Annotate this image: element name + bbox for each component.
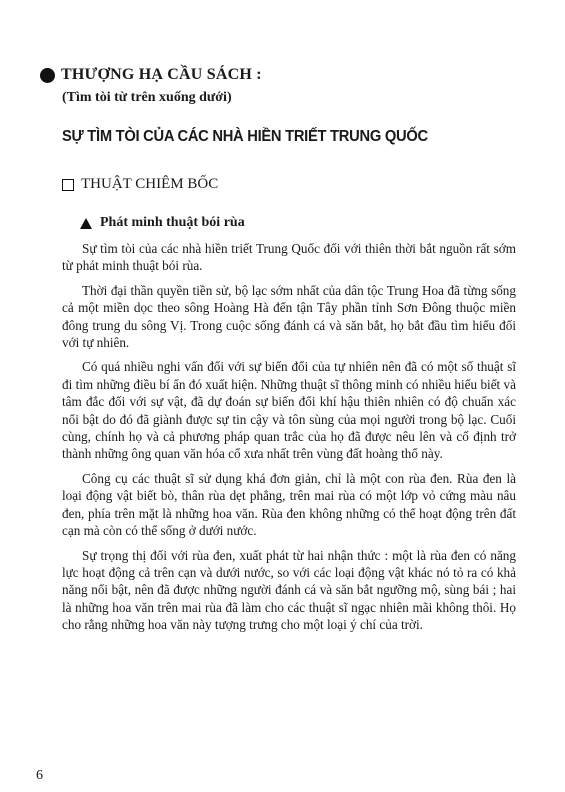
filled-triangle-icon [80, 218, 92, 229]
page-number: 6 [36, 768, 43, 783]
chapter-subtitle: (Tìm tòi từ trên xuống dưới) [62, 90, 232, 105]
topic-heading [80, 215, 245, 231]
paragraph: Có quá nhiều nghi vấn đối với sự biến đổi của tự nhiên nên đã có một số thuật sĩ đi tìm những điều bí ẩn đó xuất hiện. Những thuật sĩ thông minh có nhiều hiểu biết và tâm đắc đối với sự vật, đã dự đoán sự biến đổi khí hậu thiên nhiên có độ chuẩn xác nổi bật do đó đã giành được sự tin cậy và tôn sùng của mọi người trong bộ lạc. Cuối cùng, chính họ và cả phương pháp quan trắc của họ đã được nêu lên và cố định trở thành những ông quan văn hóa cổ xưa nhất trên vùng đất hoàng thổ này. [62, 359, 516, 462]
filled-circle-icon [40, 68, 55, 83]
paragraph: Sự tìm tòi của các nhà hiền triết Trung Quốc đối với thiên thời bắt nguồn rất sớm từ phát minh thuật bói rùa. [62, 241, 516, 274]
paragraph: Công cụ các thuật sĩ sử dụng khá đơn giản, chỉ là một con rùa đen. Rùa đen là loại động vật biết bò, thân rùa dẹt phẳng, trên mai rùa có một lớp vỏ cứng màu nâu đen, phía trên mặt là những hoa văn. Rùa đen không những có thể hoạt động trên đất cạn mà còn có thể sống ở dưới nước. [62, 470, 516, 539]
square-outline-icon [62, 179, 74, 191]
subsection-heading [62, 176, 218, 193]
topic-title: Phát minh thuật bói rùa [100, 215, 245, 230]
body-text [62, 240, 516, 641]
paragraph: Thời đại thần quyền tiền sử, bộ lạc sớm nhất của dân tộc Trung Hoa đã từng sống cả một miền dọc theo sông Hoàng Hà đến tận Tây phần tỉnh Sơn Đông thuộc miền đông trung du sông Vị. Trong cuộc sống đánh cá và săn bắt, họ bắt đầu tìm hiểu đối với tự nhiên. [62, 282, 516, 351]
chapter-title [40, 66, 262, 84]
subsection-title: THUẬT CHIÊM BỐC [81, 176, 219, 192]
chapter-title-text: THƯỢNG HẠ CẦU SÁCH : [61, 66, 262, 83]
paragraph: Sự trọng thị đối với rùa đen, xuất phát từ hai nhận thức : một là rùa đen có năng lực hoạt động cả trên cạn và dưới nước, so với các loại động vật khác nó tỏ ra có khả năng nổi bật, nên đã được những người đánh cá và săn bắt ngưỡng mộ, sùng bái ; hai là những hoa văn trên mai rùa đã làm cho các thuật sĩ ngạc nhiên mãi không thôi. Họ cho rằng những hoa văn này tượng trưng cho một loại ý chí của trời. [62, 547, 516, 633]
section-title: SỰ TÌM TÒI CỦA CÁC NHÀ HIỀN TRIẾT TRUNG QUỐC [62, 128, 428, 145]
